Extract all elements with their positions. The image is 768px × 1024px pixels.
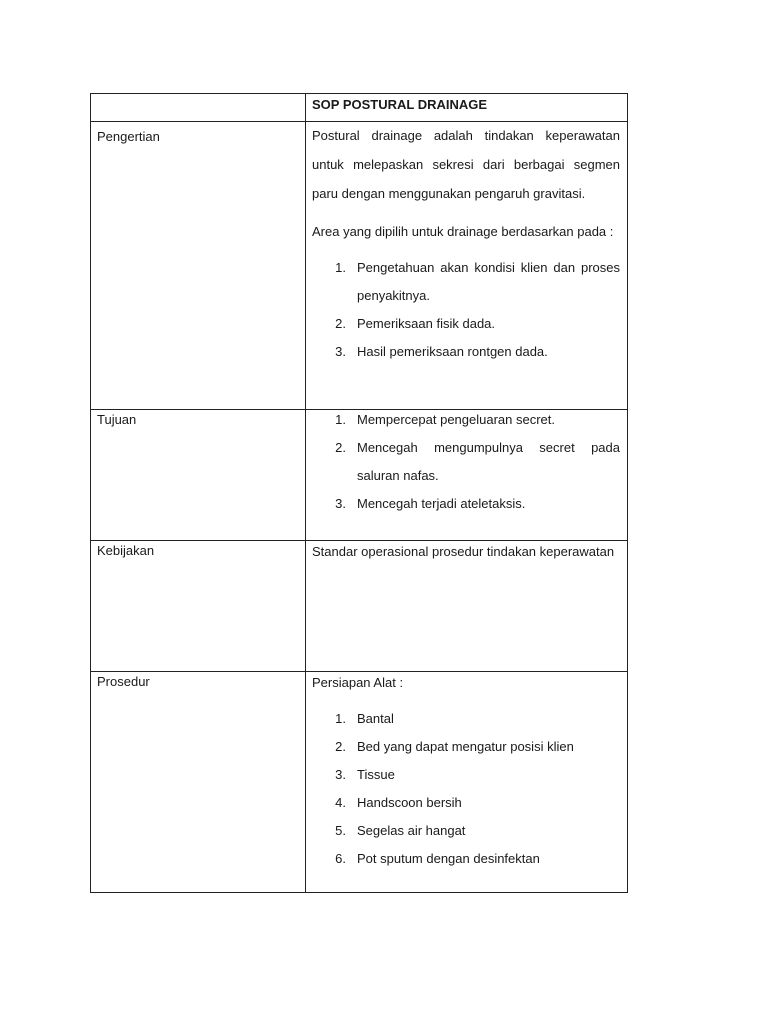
list-item (312, 406, 620, 434)
list-number: 2. (335, 440, 346, 455)
title-empty-cell (91, 94, 306, 122)
list-item (312, 310, 620, 338)
title-row (91, 94, 628, 122)
row-label-prosedur: Prosedur (97, 674, 150, 689)
list-number: 4. (335, 795, 346, 810)
prosedur-list (312, 705, 620, 873)
list-item (312, 761, 620, 789)
list-item (312, 338, 620, 366)
pengertian-list (312, 254, 620, 366)
row-label-kebijakan: Kebijakan (97, 543, 155, 558)
list-item (312, 733, 620, 761)
pengertian-paragraph-2: Area yang dipilih untuk drainage berdasarkan pada : (312, 224, 614, 239)
title-cell (306, 94, 628, 122)
list-number: 2. (335, 739, 346, 754)
content-cell-kebijakan (306, 541, 628, 672)
list-text: Hasil pemeriksaan rontgen dada. (357, 344, 548, 359)
list-number: 1. (335, 260, 346, 275)
list-item (312, 254, 620, 310)
list-text: Mencegah mengumpulnya secret pada saluran nafas. (357, 440, 620, 483)
list-text: Tissue (357, 767, 395, 782)
label-cell-tujuan (91, 410, 306, 541)
list-number: 6. (335, 851, 346, 866)
label-cell-kebijakan (91, 541, 306, 672)
list-item (312, 434, 620, 490)
list-number: 2. (335, 316, 346, 331)
list-text: Bantal (357, 711, 394, 726)
pengertian-paragraph-1: Postural drainage adalah tindakan keperawatan untuk melepaskan sekresi dari berbagai segmen paru dengan menggunakan pengaruh gravitasi. (312, 128, 620, 201)
list-number: 3. (335, 344, 346, 359)
list-text: Segelas air hangat (357, 823, 466, 838)
row-pengertian (91, 122, 628, 410)
list-number: 5. (335, 823, 346, 838)
list-text: Pot sputum dengan desinfektan (357, 851, 540, 866)
kebijakan-text: Standar operasional prosedur tindakan keperawatan (312, 544, 615, 559)
label-cell-prosedur (91, 672, 306, 893)
list-text: Pemeriksaan fisik dada. (357, 316, 496, 331)
row-label-pengertian: Pengertian (97, 129, 160, 144)
list-number: 1. (335, 711, 346, 726)
row-prosedur (91, 672, 628, 893)
list-number: 3. (335, 496, 346, 511)
list-text: Mempercepat pengeluaran secret. (357, 412, 556, 427)
label-cell-pengertian (91, 122, 306, 410)
document-title: SOP POSTURAL DRAINAGE (312, 97, 488, 112)
list-text: Mencegah terjadi ateletaksis. (357, 496, 526, 511)
list-item (312, 817, 620, 845)
content-cell-pengertian (306, 122, 628, 410)
list-item (312, 490, 620, 518)
list-text: Pengetahuan akan kondisi klien dan proses penyakitnya. (357, 260, 620, 303)
list-item (312, 845, 620, 873)
list-number: 1. (335, 412, 346, 427)
row-label-tujuan: Tujuan (97, 412, 137, 427)
sop-table (90, 93, 628, 893)
list-item (312, 789, 620, 817)
row-tujuan (91, 410, 628, 541)
list-number: 3. (335, 767, 346, 782)
list-item (312, 705, 620, 733)
prosedur-subheading: Persiapan Alat : (312, 675, 404, 690)
content-cell-tujuan (306, 410, 628, 541)
list-text: Handscoon bersih (357, 795, 462, 810)
content-cell-prosedur (306, 672, 628, 893)
list-text: Bed yang dapat mengatur posisi klien (357, 739, 574, 754)
row-kebijakan (91, 541, 628, 672)
tujuan-list (312, 406, 620, 518)
